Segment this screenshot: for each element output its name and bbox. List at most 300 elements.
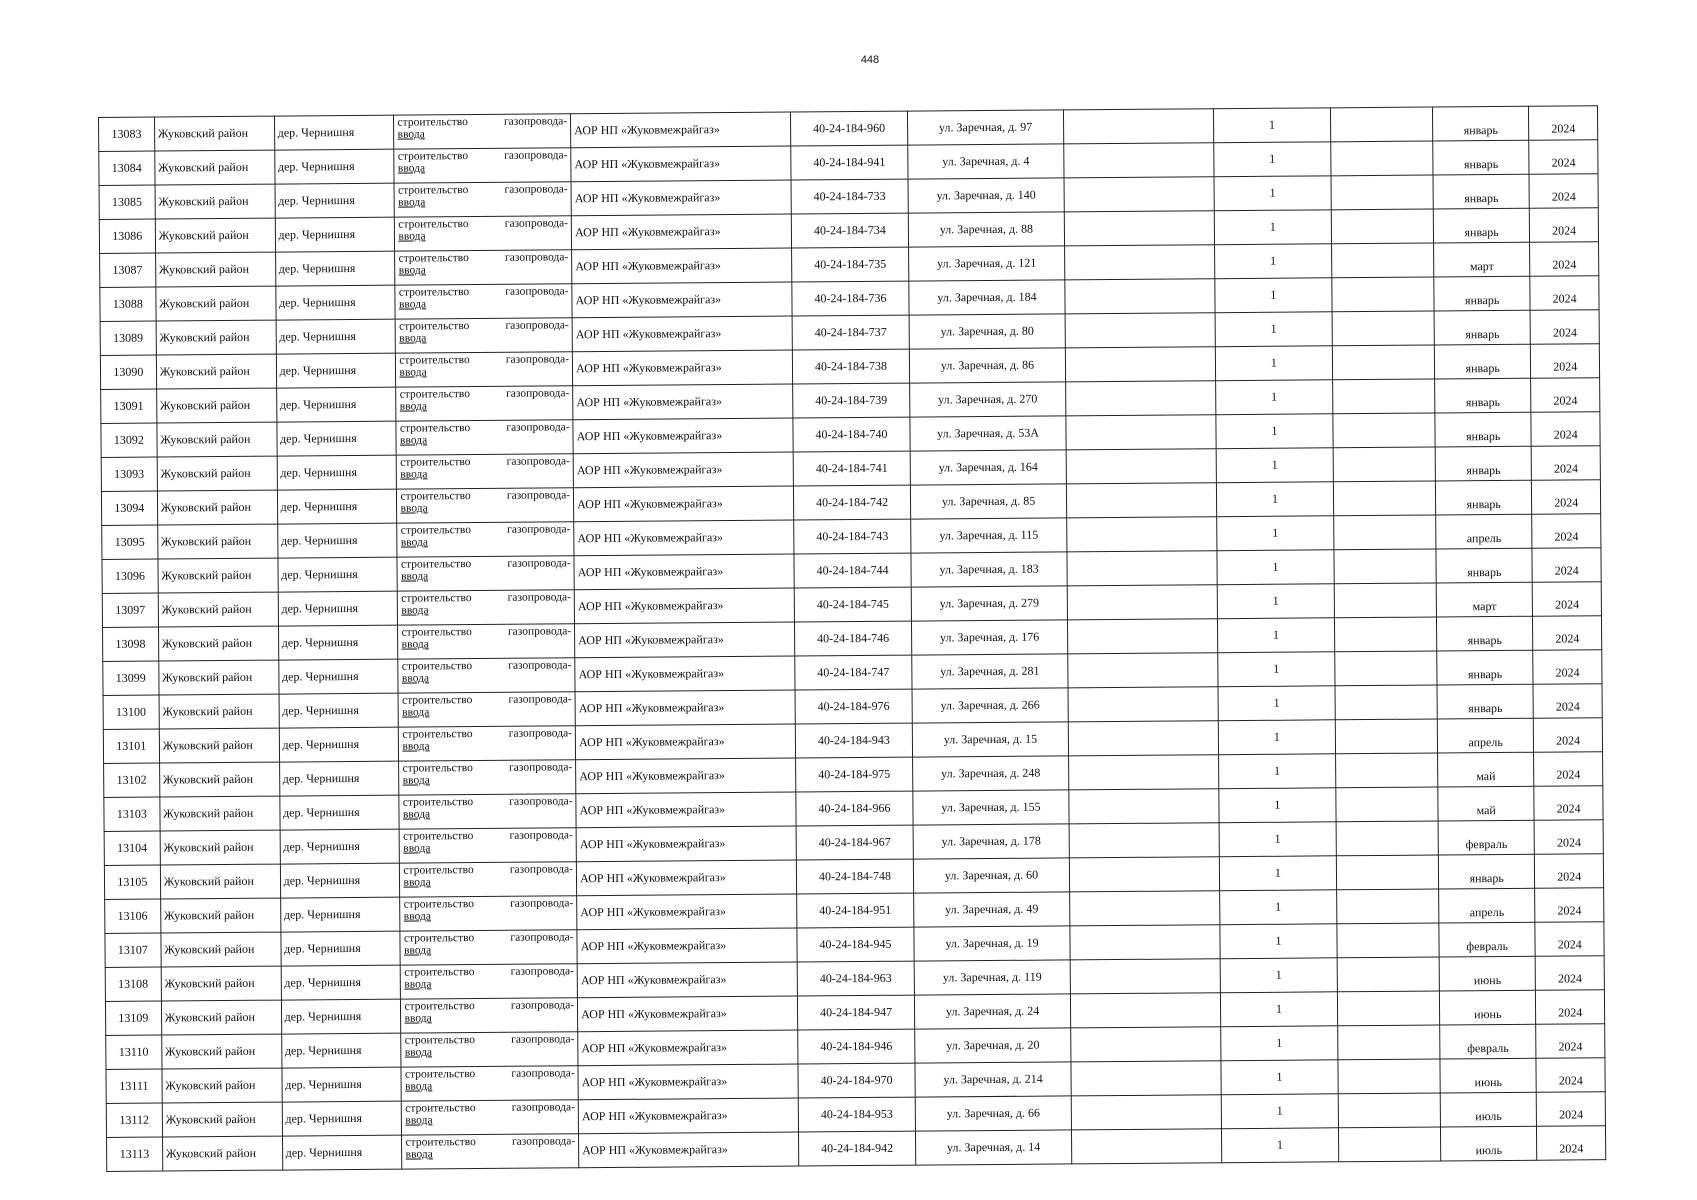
year-cell: 2024 — [1535, 956, 1604, 991]
work-type-word2: газопровода- — [506, 489, 571, 502]
district-cell: Жуковский район — [160, 830, 280, 865]
address-cell: ул. Заречная, д. 178 — [913, 824, 1069, 859]
empty-cell — [1070, 959, 1220, 994]
empty-cell — [1065, 381, 1215, 416]
village-cell: дер. Чернишня — [277, 455, 397, 490]
work-type-cell — [398, 658, 575, 693]
village-cell: дер. Чернишня — [282, 1135, 402, 1170]
address-cell: ул. Заречная, д. 140 — [908, 178, 1064, 213]
month-cell: июнь — [1439, 956, 1536, 991]
empty-cell — [1071, 1061, 1221, 1096]
work-type-cell — [401, 998, 578, 1033]
work-type-word2: газопровода- — [510, 897, 574, 910]
empty-cell — [1069, 857, 1219, 892]
row-number: 13088 — [100, 287, 156, 321]
district-cell: Жуковский район — [155, 184, 275, 219]
work-type-word1: строительство — [403, 898, 475, 911]
month-cell: январь — [1433, 140, 1530, 175]
village-cell: дер. Чернишня — [282, 1101, 402, 1136]
empty-cell — [1333, 379, 1435, 414]
row-number: 13108 — [105, 967, 161, 1001]
address-cell: ул. Заречная, д. 281 — [912, 654, 1068, 689]
work-type-word1: строительство — [397, 150, 469, 163]
count-cell: 1 — [1217, 652, 1335, 687]
village-cell: дер. Чернишня — [278, 557, 398, 592]
cadastre-cell: 40-24-184-742 — [793, 485, 911, 520]
work-type-word3: ввода — [401, 604, 429, 617]
work-type-word3: ввода — [399, 434, 428, 447]
empty-cell — [1070, 993, 1220, 1028]
work-type-word1: строительство — [402, 694, 473, 707]
village-cell: дер. Чернишня — [279, 795, 399, 830]
district-cell: Жуковский район — [159, 694, 279, 729]
work-type-word2: газопровода- — [506, 421, 570, 434]
cadastre-cell: 40-24-184-942 — [798, 1131, 916, 1166]
empty-cell — [1064, 177, 1214, 212]
year-cell: 2024 — [1537, 1126, 1606, 1161]
work-type-word1: строительство — [405, 1102, 476, 1115]
month-cell: январь — [1438, 854, 1535, 889]
organization-cell: АОР НП «Жуковмежрайгаз» — [577, 928, 797, 964]
work-type-word2: газопровода- — [511, 1101, 575, 1114]
empty-cell — [1332, 311, 1434, 346]
organization-cell: АОР НП «Жуковмежрайгаз» — [577, 860, 797, 896]
work-type-cell — [397, 488, 574, 523]
work-type-cell — [399, 760, 576, 795]
gasification-table — [98, 105, 1606, 1172]
work-type-word3: ввода — [404, 978, 432, 991]
row-number: 13089 — [100, 321, 156, 355]
empty-cell — [1336, 719, 1438, 754]
village-cell: дер. Чернишня — [277, 523, 397, 558]
organization-cell: АОР НП «Жуковмежрайгаз» — [571, 146, 791, 182]
work-type-word1: строительство — [398, 252, 469, 265]
work-type-word2: газопровода- — [507, 523, 571, 536]
address-cell: ул. Заречная, д. 119 — [915, 960, 1071, 995]
page-number: 448 — [860, 54, 880, 66]
year-cell: 2024 — [1529, 174, 1598, 209]
district-cell: Жуковский район — [154, 150, 274, 185]
address-cell: ул. Заречная, д. 176 — [912, 620, 1068, 655]
district-cell: Жуковский район — [162, 1136, 282, 1171]
count-cell: 1 — [1213, 108, 1331, 143]
village-cell: дер. Чернишня — [281, 965, 401, 1000]
work-type-word3: ввода — [399, 366, 427, 379]
month-cell: январь — [1435, 378, 1532, 413]
row-number: 13086 — [99, 219, 155, 253]
work-type-cell — [396, 420, 573, 455]
month-cell: январь — [1436, 616, 1533, 651]
work-type-word2: газопровода- — [507, 625, 572, 638]
month-cell: март — [1436, 582, 1533, 617]
month-cell: февраль — [1438, 820, 1535, 855]
year-cell: 2024 — [1534, 752, 1603, 787]
organization-cell: АОР НП «Жуковмежрайгаз» — [577, 894, 797, 930]
row-number: 13094 — [101, 491, 157, 525]
cadastre-cell: 40-24-184-946 — [797, 1029, 915, 1064]
year-cell: 2024 — [1530, 276, 1599, 311]
count-cell: 1 — [1214, 210, 1332, 245]
empty-cell — [1066, 517, 1216, 552]
count-cell: 1 — [1218, 754, 1336, 789]
work-type-cell — [402, 1100, 579, 1135]
year-cell: 2024 — [1536, 1058, 1605, 1093]
month-cell: июнь — [1439, 990, 1536, 1025]
cadastre-cell: 40-24-184-745 — [794, 587, 912, 622]
work-type-cell — [400, 930, 577, 965]
work-type-word1: строительство — [397, 116, 468, 129]
work-type-word2: газопровода- — [509, 795, 573, 808]
empty-cell — [1336, 787, 1438, 822]
count-cell: 1 — [1216, 516, 1334, 551]
address-cell: ул. Заречная, д. 184 — [909, 280, 1065, 315]
district-cell: Жуковский район — [156, 320, 276, 355]
district-cell: Жуковский район — [158, 558, 278, 593]
work-type-word3: ввода — [397, 128, 425, 141]
work-type-word3: ввода — [400, 502, 428, 515]
village-cell: дер. Чернишня — [280, 931, 400, 966]
work-type-word1: строительство — [399, 354, 470, 367]
village-cell: дер. Чернишня — [279, 727, 399, 762]
month-cell: апрель — [1439, 888, 1536, 923]
village-cell: дер. Чернишня — [278, 625, 398, 660]
work-type-word2: газопровода- — [508, 727, 573, 740]
organization-cell: АОР НП «Жуковмежрайгаз» — [576, 792, 796, 828]
work-type-word1: строительство — [399, 422, 471, 435]
year-cell: 2024 — [1535, 854, 1604, 889]
year-cell: 2024 — [1532, 514, 1601, 549]
address-cell: ул. Заречная, д. 53А — [910, 416, 1066, 451]
month-cell: январь — [1434, 276, 1531, 311]
address-cell: ул. Заречная, д. 80 — [909, 314, 1065, 349]
work-type-word2: газопровода- — [504, 149, 568, 162]
empty-cell — [1338, 1059, 1440, 1094]
year-cell: 2024 — [1531, 412, 1600, 447]
organization-cell: АОР НП «Жуковмежрайгаз» — [577, 962, 797, 998]
organization-cell: АОР НП «Жуковмежрайгаз» — [576, 758, 796, 794]
month-cell: май — [1438, 752, 1535, 787]
work-type-word3: ввода — [405, 1148, 433, 1161]
row-number: 13092 — [101, 423, 157, 457]
district-cell: Жуковский район — [157, 422, 277, 457]
cadastre-cell: 40-24-184-746 — [794, 621, 912, 656]
row-number: 13103 — [104, 797, 160, 831]
year-cell: 2024 — [1533, 616, 1602, 651]
count-cell: 1 — [1221, 1128, 1339, 1163]
cadastre-cell: 40-24-184-736 — [791, 281, 909, 316]
organization-cell: АОР НП «Жуковмежрайгаз» — [579, 1132, 799, 1168]
cadastre-cell: 40-24-184-744 — [794, 553, 912, 588]
row-number: 13100 — [103, 695, 159, 729]
year-cell: 2024 — [1531, 378, 1600, 413]
work-type-word2: газопровода- — [509, 863, 574, 876]
table-body — [99, 106, 1606, 1172]
empty-cell — [1337, 923, 1439, 958]
district-cell: Жуковский район — [160, 864, 280, 899]
work-type-cell — [399, 794, 576, 829]
year-cell: 2024 — [1534, 718, 1603, 753]
row-number: 13106 — [105, 899, 161, 933]
work-type-word3: ввода — [402, 774, 430, 787]
year-cell: 2024 — [1530, 310, 1599, 345]
empty-cell — [1064, 279, 1214, 314]
village-cell: дер. Чернишня — [282, 1067, 402, 1102]
district-cell: Жуковский район — [159, 762, 279, 797]
work-type-word2: газопровода- — [510, 931, 574, 944]
address-cell: ул. Заречная, д. 14 — [916, 1130, 1072, 1165]
work-type-word1: строительство — [399, 388, 471, 401]
count-cell: 1 — [1218, 686, 1336, 721]
empty-cell — [1335, 685, 1437, 720]
row-number: 13105 — [104, 865, 160, 899]
organization-cell: АОР НП «Жуковмежрайгаз» — [571, 180, 791, 216]
empty-cell — [1067, 619, 1217, 654]
year-cell: 2024 — [1532, 548, 1601, 583]
row-number: 13097 — [102, 593, 158, 627]
count-cell: 1 — [1217, 584, 1335, 619]
year-cell: 2024 — [1530, 242, 1599, 277]
address-cell: ул. Заречная, д. 86 — [910, 348, 1066, 383]
work-type-word2: газопровода- — [505, 285, 569, 298]
work-type-word1: строительство — [404, 1000, 475, 1013]
work-type-word2: газопровода- — [507, 591, 571, 604]
work-type-word2: газопровода- — [511, 1033, 575, 1046]
empty-cell — [1332, 209, 1434, 244]
year-cell: 2024 — [1534, 786, 1603, 821]
empty-cell — [1337, 855, 1439, 890]
address-cell: ул. Заречная, д. 266 — [912, 688, 1068, 723]
row-number: 13112 — [106, 1103, 162, 1137]
district-cell: Жуковский район — [157, 524, 277, 559]
district-cell: Жуковский район — [157, 456, 277, 491]
empty-cell — [1335, 583, 1437, 618]
work-type-word3: ввода — [400, 468, 428, 481]
cadastre-cell: 40-24-184-953 — [798, 1097, 916, 1132]
cadastre-cell: 40-24-184-738 — [792, 349, 910, 384]
month-cell: февраль — [1440, 1024, 1537, 1059]
work-type-word3: ввода — [403, 910, 431, 923]
district-cell: Жуковский район — [160, 796, 280, 831]
address-cell: ул. Заречная, д. 155 — [913, 790, 1069, 825]
address-cell: ул. Заречная, д. 214 — [915, 1062, 1071, 1097]
cadastre-cell: 40-24-184-975 — [795, 757, 913, 792]
cadastre-cell: 40-24-184-960 — [790, 111, 908, 146]
year-cell: 2024 — [1533, 684, 1602, 719]
empty-cell — [1334, 515, 1436, 550]
address-cell: ул. Заречная, д. 279 — [912, 586, 1068, 621]
village-cell: дер. Чернишня — [280, 863, 400, 898]
organization-cell: АОР НП «Жуковмежрайгаз» — [574, 486, 794, 522]
organization-cell: АОР НП «Жуковмежрайгаз» — [576, 826, 796, 862]
address-cell: ул. Заречная, д. 115 — [911, 518, 1067, 553]
cadastre-cell: 40-24-184-737 — [792, 315, 910, 350]
work-type-word3: ввода — [400, 536, 429, 549]
district-cell: Жуковский район — [161, 1000, 281, 1035]
cadastre-cell: 40-24-184-740 — [793, 417, 911, 452]
district-cell: Жуковский район — [162, 1068, 282, 1103]
row-number: 13099 — [103, 661, 159, 695]
work-type-word3: ввода — [405, 1080, 433, 1093]
year-cell: 2024 — [1536, 1024, 1605, 1059]
cadastre-cell: 40-24-184-951 — [796, 893, 914, 928]
count-cell: 1 — [1214, 278, 1332, 313]
empty-cell — [1339, 1127, 1441, 1162]
count-cell: 1 — [1214, 244, 1332, 279]
month-cell: июнь — [1440, 1058, 1537, 1093]
empty-cell — [1336, 821, 1438, 856]
district-cell: Жуковский район — [158, 592, 278, 627]
work-type-word1: строительство — [402, 728, 473, 741]
year-cell: 2024 — [1529, 140, 1598, 175]
empty-cell — [1331, 175, 1433, 210]
address-cell: ул. Заречная, д. 24 — [915, 994, 1071, 1029]
address-cell: ул. Заречная, д. 164 — [911, 450, 1067, 485]
address-cell: ул. Заречная, д. 4 — [908, 144, 1064, 179]
work-type-word3: ввода — [399, 400, 427, 413]
district-cell: Жуковский район — [161, 966, 281, 1001]
work-type-cell — [398, 624, 575, 659]
count-cell: 1 — [1219, 856, 1337, 891]
village-cell: дер. Чернишня — [278, 659, 398, 694]
work-type-word2: газопровода- — [508, 761, 573, 774]
address-cell: ул. Заречная, д. 49 — [914, 892, 1070, 927]
organization-cell: АОР НП «Жуковмежрайгаз» — [571, 112, 791, 148]
work-type-word3: ввода — [398, 230, 426, 243]
work-type-cell — [397, 522, 574, 557]
cadastre-cell: 40-24-184-735 — [791, 247, 909, 282]
district-cell: Жуковский район — [158, 626, 278, 661]
cadastre-cell: 40-24-184-967 — [796, 825, 914, 860]
village-cell: дер. Чернишня — [275, 251, 395, 286]
month-cell: январь — [1433, 208, 1530, 243]
row-number: 13104 — [104, 831, 160, 865]
work-type-word3: ввода — [398, 298, 427, 311]
district-cell: Жуковский район — [159, 728, 279, 763]
empty-cell — [1063, 143, 1213, 178]
work-type-cell — [394, 114, 571, 149]
work-type-word2: газопровода- — [507, 557, 571, 570]
village-cell: дер. Чернишня — [279, 761, 399, 796]
work-type-word3: ввода — [403, 876, 431, 889]
work-type-word1: строительство — [398, 184, 469, 197]
work-type-word1: строительство — [398, 286, 470, 299]
address-cell: ул. Заречная, д. 85 — [911, 484, 1067, 519]
work-type-word2: газопровода- — [508, 659, 572, 672]
work-type-word3: ввода — [401, 638, 429, 651]
empty-cell — [1333, 447, 1435, 482]
work-type-word2: газопровода- — [510, 965, 574, 978]
work-type-cell — [396, 386, 573, 421]
village-cell: дер. Чернишня — [275, 183, 395, 218]
organization-cell: АОР НП «Жуковмежрайгаз» — [572, 282, 792, 318]
work-type-word2: газопровода- — [506, 387, 570, 400]
address-cell: ул. Заречная, д. 248 — [913, 756, 1069, 791]
count-cell: 1 — [1215, 380, 1333, 415]
cadastre-cell: 40-24-184-739 — [792, 383, 910, 418]
district-cell: Жуковский район — [161, 932, 281, 967]
row-number: 13111 — [106, 1069, 162, 1103]
organization-cell: АОР НП «Жуковмежрайгаз» — [574, 554, 794, 590]
address-cell: ул. Заречная, д. 183 — [911, 552, 1067, 587]
row-number: 13093 — [101, 457, 157, 491]
work-type-word2: газопровода- — [503, 115, 568, 128]
district-cell: Жуковский район — [155, 218, 275, 253]
year-cell: 2024 — [1532, 480, 1601, 515]
organization-cell: АОР НП «Жуковмежрайгаз» — [572, 248, 792, 284]
work-type-word1: строительство — [404, 966, 475, 979]
work-type-cell — [395, 216, 572, 251]
empty-cell — [1066, 483, 1216, 518]
village-cell: дер. Чернишня — [281, 1033, 401, 1068]
empty-cell — [1071, 1095, 1221, 1130]
count-cell: 1 — [1221, 1094, 1339, 1129]
organization-cell: АОР НП «Жуковмежрайгаз» — [578, 1098, 798, 1134]
organization-cell: АОР НП «Жуковмежрайгаз» — [578, 996, 798, 1032]
work-type-word1: строительство — [404, 1034, 476, 1047]
district-cell: Жуковский район — [155, 252, 275, 287]
cadastre-cell: 40-24-184-734 — [791, 213, 909, 248]
work-type-cell — [396, 352, 573, 387]
empty-cell — [1069, 891, 1219, 926]
work-type-word3: ввода — [403, 944, 432, 957]
work-type-cell — [396, 318, 573, 353]
count-cell: 1 — [1220, 1060, 1338, 1095]
cadastre-cell: 40-24-184-966 — [795, 791, 913, 826]
work-type-word1: строительство — [398, 218, 469, 231]
month-cell: январь — [1435, 446, 1532, 481]
empty-cell — [1339, 1093, 1441, 1128]
row-number: 13110 — [106, 1035, 162, 1069]
work-type-cell — [397, 454, 574, 489]
row-number: 13098 — [103, 627, 159, 661]
year-cell: 2024 — [1537, 1092, 1606, 1127]
work-type-word1: строительство — [402, 762, 473, 775]
empty-cell — [1331, 141, 1433, 176]
empty-cell — [1068, 687, 1218, 722]
cadastre-cell: 40-24-184-963 — [797, 961, 915, 996]
empty-cell — [1337, 957, 1439, 992]
village-cell: дер. Чернишня — [275, 217, 395, 252]
address-cell: ул. Заречная, д. 97 — [908, 110, 1064, 145]
organization-cell: АОР НП «Жуковмежрайгаз» — [573, 452, 793, 488]
empty-cell — [1065, 347, 1215, 382]
work-type-cell — [397, 556, 574, 591]
organization-cell: АОР НП «Жуковмежрайгаз» — [572, 350, 792, 386]
address-cell: ул. Заречная, д. 88 — [909, 212, 1065, 247]
count-cell: 1 — [1216, 482, 1334, 517]
work-type-word3: ввода — [398, 196, 426, 209]
work-type-word2: газопровода- — [504, 251, 569, 264]
year-cell: 2024 — [1536, 990, 1605, 1025]
year-cell: 2024 — [1531, 344, 1600, 379]
row-number: 13091 — [101, 389, 157, 423]
work-type-word2: газопровода- — [505, 319, 569, 332]
count-cell: 1 — [1219, 924, 1337, 959]
village-cell: дер. Чернишня — [274, 115, 394, 150]
row-number: 13095 — [102, 525, 158, 559]
empty-cell — [1064, 211, 1214, 246]
work-type-cell — [400, 828, 577, 863]
district-cell: Жуковский район — [161, 1034, 281, 1069]
empty-cell — [1065, 313, 1215, 348]
month-cell: январь — [1435, 480, 1532, 515]
count-cell: 1 — [1215, 346, 1333, 381]
cadastre-cell: 40-24-184-743 — [793, 519, 911, 554]
month-cell: январь — [1435, 412, 1532, 447]
organization-cell: АОР НП «Жуковмежрайгаз» — [571, 214, 791, 250]
count-cell: 1 — [1217, 618, 1335, 653]
cadastre-cell: 40-24-184-970 — [798, 1063, 916, 1098]
